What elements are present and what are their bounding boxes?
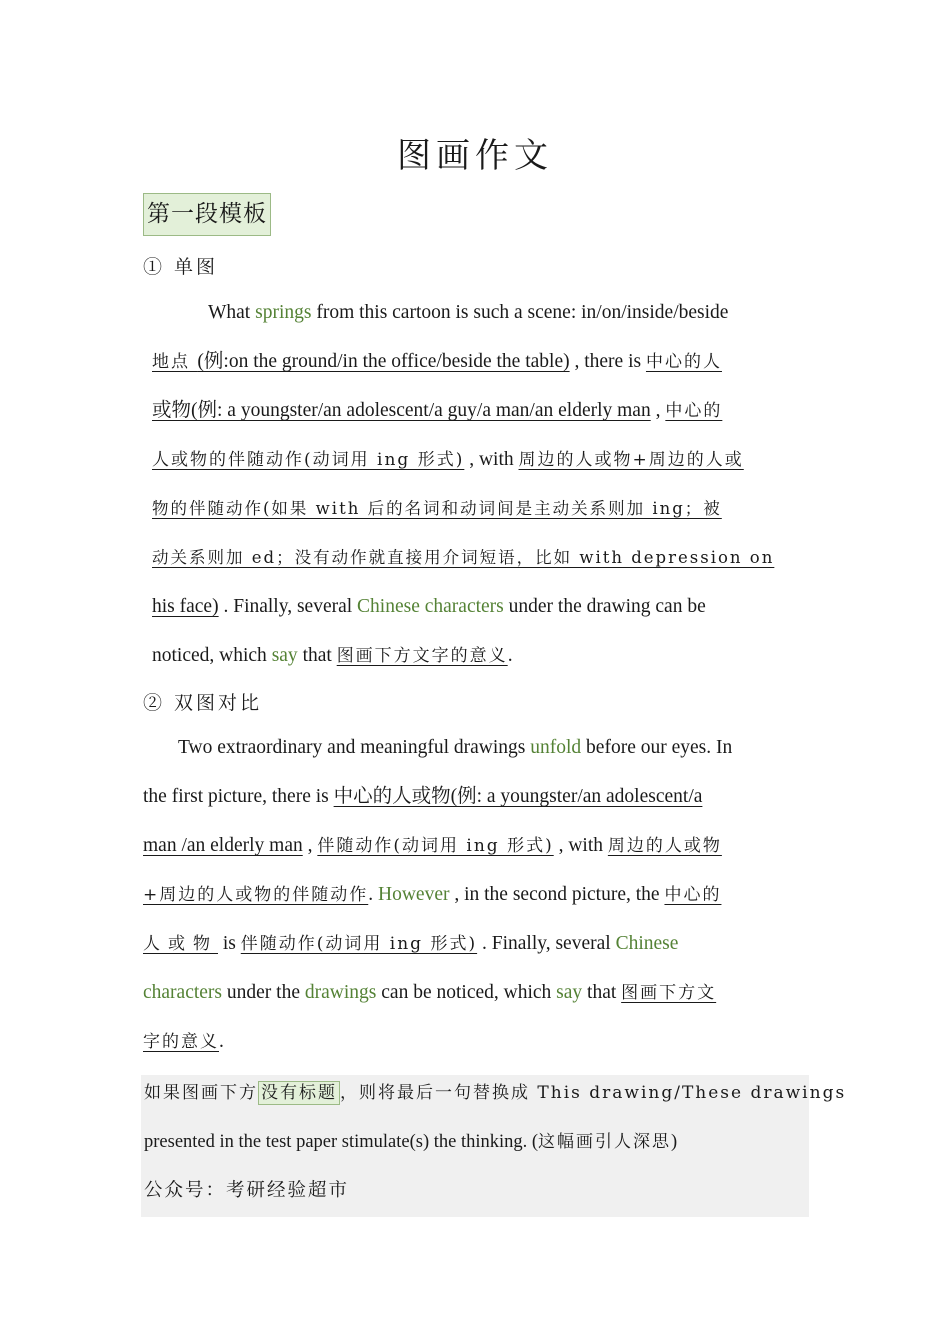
template-line: 动关系则加 ed；没有动作就直接用介词短语，比如 with depression on xyxy=(152,548,775,567)
note-box xyxy=(141,1075,847,1217)
single-picture-heading: ① 单图 xyxy=(143,256,219,278)
single-picture-template xyxy=(152,288,806,680)
template-line: 人或物 is 伴随动作(动词用 ing 形式) . Finally, several Chinese xyxy=(143,933,679,954)
template-line: 或物(例: a youngster/an adolescent/a guy/a man/an elderly man , 中心的 xyxy=(152,400,723,421)
note-line: 如果图画下方 没有标题 ，则将最后一句替换成 This drawing/These drawings xyxy=(144,1083,847,1103)
template-line: man /an elderly man , 伴随动作(动词用 ing 形式) , with 周边的人或物 xyxy=(143,835,722,856)
template-line: the first picture, there is 中心的人或物(例: a youngster/an adolescent/a xyxy=(143,786,703,807)
double-picture-heading: ② 双图对比 xyxy=(143,692,263,714)
double-picture-template xyxy=(143,723,806,1066)
template-line: 物的伴随动作(如果 with 后的名词和动词间是主动关系则加 ing；被 xyxy=(152,499,722,518)
template-line: characters under the drawings can be noticed, which say that 图画下方文 xyxy=(143,982,717,1003)
template-line: 地点 (例:on the ground/in the office/beside the table) , there is 中心的人 xyxy=(152,351,722,372)
template-line: 字的意义. xyxy=(143,1031,224,1052)
note-line: presented in the test paper stimulate(s) the thinking. (这幅画引人深思) xyxy=(144,1132,678,1152)
wechat-account: 公众号：考研经验超市 xyxy=(144,1180,350,1201)
template-line: What springs from this cartoon is such a scene: in/on/inside/beside xyxy=(208,302,729,323)
page-title: 图画作文 xyxy=(397,136,553,176)
template-line: 人或物的伴随动作(动词用 ing 形式) , with 周边的人或物+周边的人或 xyxy=(152,449,744,470)
template-line: +周边的人或物的伴随动作. However , in the second picture, the 中心的 xyxy=(143,884,722,905)
template-line: Two extraordinary and meaningful drawings unfold before our eyes. In xyxy=(178,737,733,758)
template-line: noticed, which say that 图画下方文字的意义. xyxy=(152,645,513,666)
section-heading: 第一段模板 xyxy=(143,193,271,236)
template-line: his face) . Finally, several Chinese characters under the drawing can be xyxy=(152,596,706,617)
no-title-highlight: 没有标题 xyxy=(258,1081,340,1105)
